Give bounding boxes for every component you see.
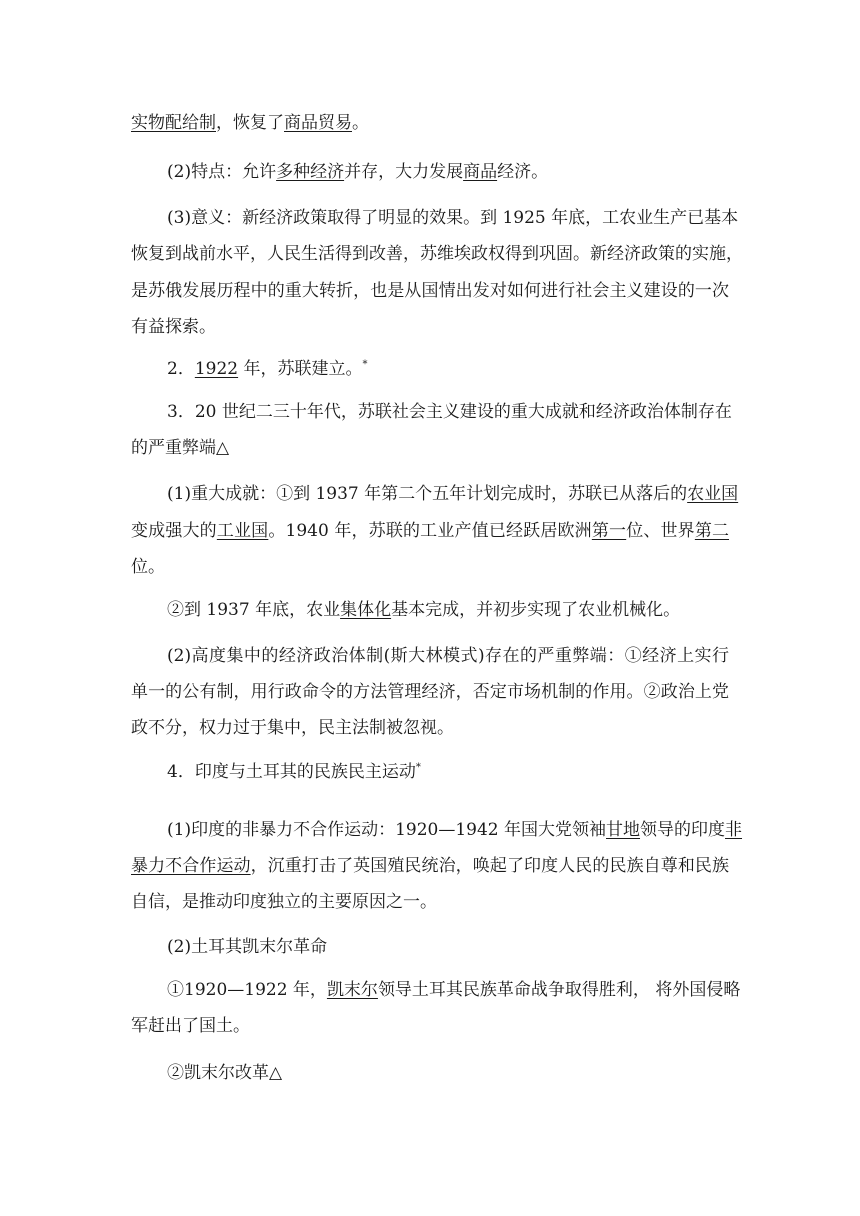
text-segment: 恢复到战前水平，人民生活得到改善，苏维埃政权得到巩固。新经济政策的实施， (131, 244, 743, 264)
text-line (167, 1061, 282, 1085)
text-line (131, 1014, 250, 1038)
underlined-keyword: 农业国 (687, 484, 739, 504)
text-segment: (2)土耳其凯末尔革命 (167, 937, 328, 957)
text-segment: 的严重弊端△ (131, 438, 230, 458)
underlined-keyword: 商品 (463, 162, 498, 182)
text-segment: 基本完成，并初步实现了农业机械化。 (391, 600, 681, 620)
footnote-mark: * (415, 762, 421, 773)
text-line (131, 890, 437, 914)
text-segment: 2． (167, 359, 195, 379)
text-line (131, 279, 729, 303)
text-line (167, 935, 327, 959)
underlined-keyword: 商品贸易 (284, 113, 352, 133)
text-segment: (3)意义：新经济政策取得了明显的效果。到 1925 年底，工农业生产已基本 (167, 208, 739, 228)
text-line (167, 400, 732, 424)
text-line (167, 598, 680, 622)
underlined-keyword: 集体化 (340, 600, 392, 620)
text-segment: 经济。 (497, 162, 549, 182)
footnote-mark: * (362, 359, 368, 370)
text-line (167, 160, 548, 184)
text-line (167, 818, 743, 842)
text-line (131, 716, 454, 740)
text-segment: 4．印度与土耳其的民族民主运动 (167, 762, 416, 782)
underlined-keyword: 多种经济 (276, 162, 345, 182)
text-line (167, 760, 421, 784)
text-line (131, 555, 165, 579)
underlined-keyword: 甘地 (606, 820, 641, 840)
text-line (131, 436, 229, 460)
text-segment: 领导土耳其民族革命战争取得胜利， 将外国侵略 (377, 980, 741, 1000)
underlined-keyword: 暴力不合作运动 (131, 856, 251, 876)
underlined-keyword: 1922 (194, 359, 239, 379)
underlined-keyword: 凯末尔 (326, 980, 378, 1000)
underlined-keyword: 第二 (694, 521, 730, 541)
text-segment: 变成强大的 (131, 521, 217, 541)
text-segment: 位。 (131, 557, 165, 577)
underlined-keyword: 工业国 (216, 521, 269, 541)
underlined-keyword: 第一 (591, 521, 627, 541)
text-segment: ②凯末尔改革△ (167, 1063, 283, 1083)
text-segment: ②到 1937 年底，农业 (167, 600, 341, 620)
text-segment: ，沉重打击了英国殖民统治，唤起了印度人民的民族自尊和民族 (250, 856, 730, 876)
text-line (131, 680, 729, 704)
text-segment: 单一的公有制，用行政命令的方法管理经济，否定市场机制的作用。②政治上党 (131, 682, 729, 702)
text-segment: 政不分，权力过于集中，民主法制被忽视。 (131, 718, 454, 738)
text-line (131, 854, 729, 878)
text-line (131, 315, 216, 339)
text-segment: ，恢复了 (216, 113, 284, 133)
text-segment: 3．20 世纪二三十年代，苏联社会主义建设的重大成就和经济政治体制存在 (167, 402, 732, 422)
underlined-keyword: 非 (725, 820, 743, 840)
text-segment: 军赶出了国土。 (131, 1016, 250, 1036)
text-segment: 位、世界 (626, 521, 695, 541)
text-segment: 年，苏联建立。 (238, 359, 363, 379)
text-segment: ①1920—1922 年， (167, 980, 327, 1000)
text-segment: 。 (352, 113, 369, 133)
text-line (167, 482, 739, 506)
text-line (131, 242, 743, 266)
text-line (167, 206, 739, 230)
text-segment: 并存，大力发展 (344, 162, 464, 182)
text-segment: 领导的印度 (640, 820, 726, 840)
text-segment: 。1940 年，苏联的工业产值已经跃居欧洲 (268, 521, 592, 541)
text-segment: 是苏俄发展历程中的重大转折，也是从国情出发对如何进行社会主义建设的一次 (131, 281, 729, 301)
text-segment: (2)特点：允许 (167, 162, 277, 182)
text-segment: (1)印度的非暴力不合作运动：1920—1942 年国大党领袖 (167, 820, 607, 840)
underlined-keyword: 实物配给制 (131, 113, 216, 133)
text-segment: 有益探索。 (131, 317, 216, 337)
text-line (131, 519, 729, 543)
text-segment: (2)高度集中的经济政治体制(斯大林模式)存在的严重弊端：①经济上实行 (167, 646, 729, 666)
text-line (167, 357, 368, 381)
text-line (167, 644, 729, 668)
text-line (167, 978, 741, 1002)
text-segment: (1)重大成就：①到 1937 年第二个五年计划完成时，苏联已从落后的 (167, 484, 688, 504)
text-segment: 自信，是推动印度独立的主要原因之一。 (131, 892, 437, 912)
text-line (131, 111, 369, 135)
